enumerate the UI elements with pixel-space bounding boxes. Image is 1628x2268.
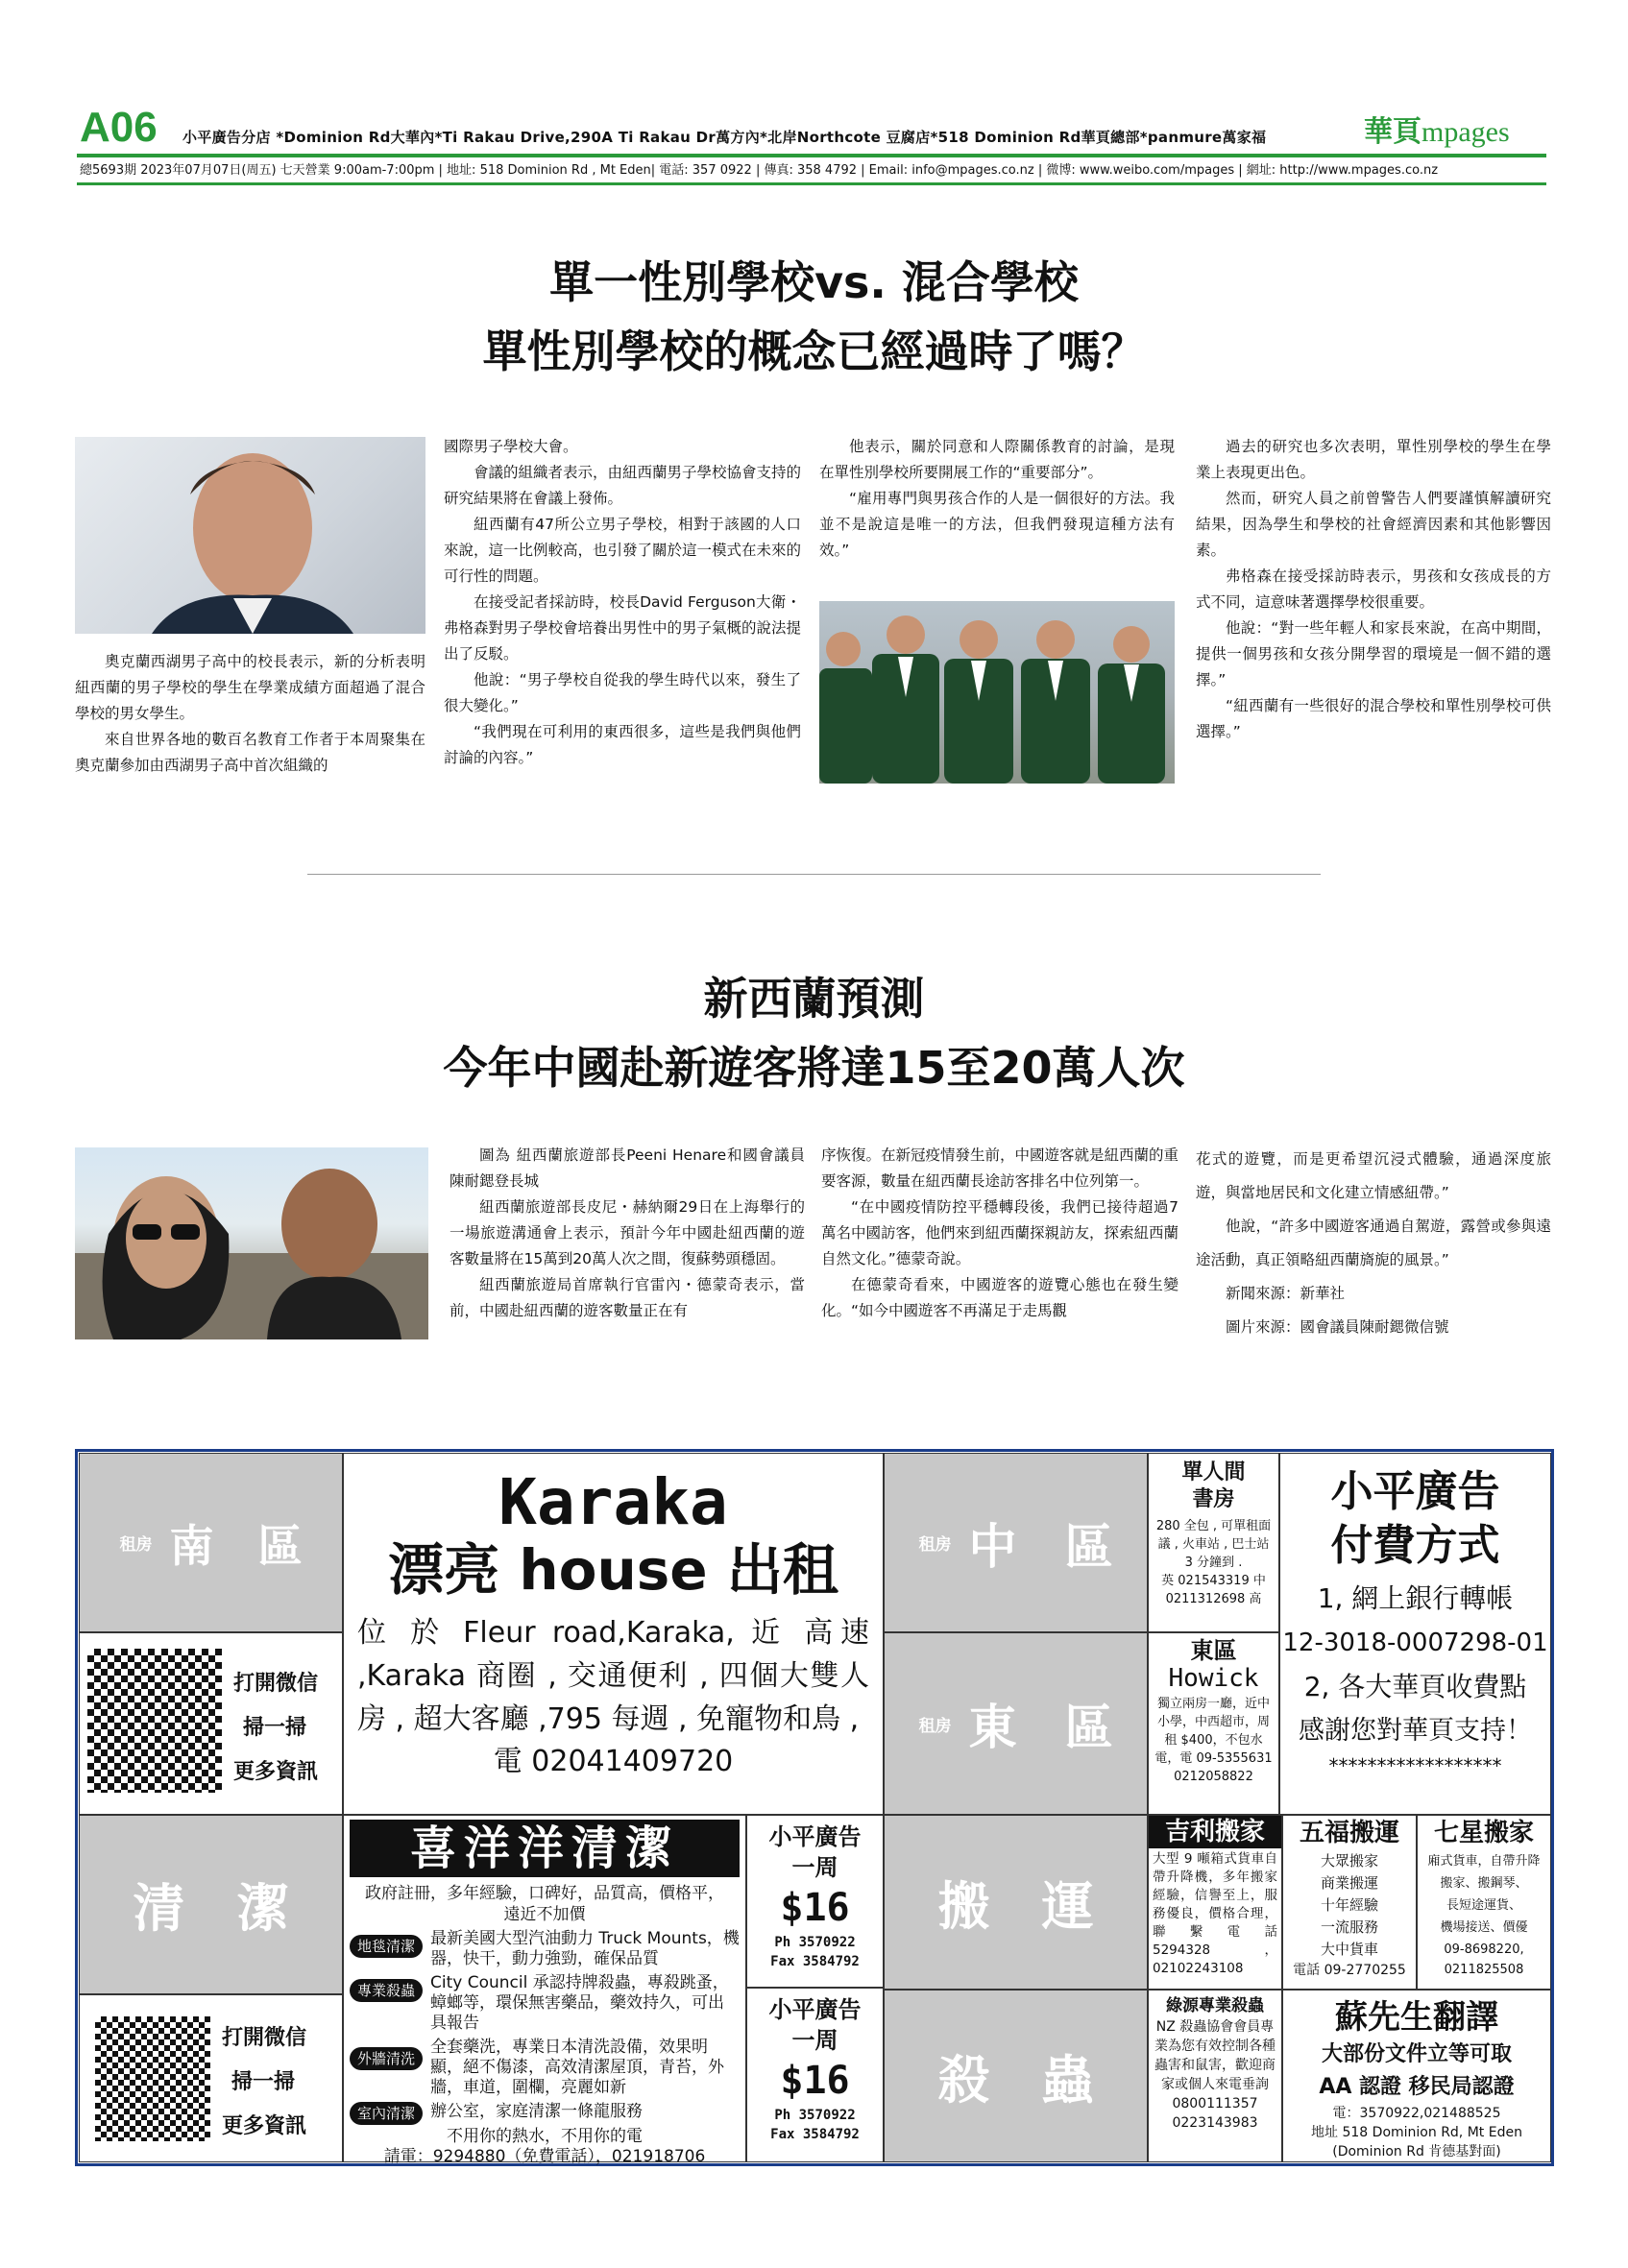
a1c2-p1: 國際男子學校大會。 bbox=[444, 438, 578, 455]
lvyuan-phone1: 0800111357 bbox=[1172, 2096, 1258, 2111]
jili-desc: 大型 9 噸箱式貨車自帶升降機，多年搬家經驗，信譽至上，服務優良，價格合理，聯繫電話 5294328，02102243108 bbox=[1153, 1851, 1277, 1976]
logo-cn: 華頁 bbox=[1364, 116, 1421, 148]
qixing-l1: 廂式貨車，自帶升降 bbox=[1427, 1854, 1541, 1869]
weekly1-ph: Ph 3570922 bbox=[774, 1935, 856, 1950]
qixing-l6: 0211825508 bbox=[1444, 1963, 1524, 1977]
branch-list: 小平廣告分店 *Dominion Rd大華內*Ti Rakau Drive,290A Ti Rakau Dr萬方內*北岸Northcote 豆腐店*518 Dominion Rd華頁總部*panmure萬家福 bbox=[182, 129, 1267, 146]
article2-col2 bbox=[821, 1143, 1178, 1324]
photo-caption: 奧克蘭西湖男子高中的校長表示，新的分析表明紐西蘭的男子學校的學生在學業成績方面超過了混合學校的男女學生。 bbox=[75, 653, 425, 722]
a2c1-p1: 圖為 紐西蘭旅遊部長Peeni Henare和國會議員陳耐鍶登長城 bbox=[450, 1146, 805, 1190]
a2c1-p2: 紐西蘭旅遊部長皮尼・赫納爾29日在上海舉行的一場旅遊溝通會上表示，預計今年中國赴紐西蘭的遊客數量將在15萬到20萬人次之間，復蘇勢頭穩固。 bbox=[450, 1198, 805, 1267]
su-title: 蘇先生翻譯 bbox=[1335, 1998, 1498, 2037]
payment-ad bbox=[1279, 1453, 1551, 1815]
a2c2-p3: 在德蒙奇看來，中國遊客的遊覽心態也在發生變化。“如今中國遊客不再滿足于走馬觀 bbox=[821, 1276, 1178, 1319]
header-rule-bottom bbox=[77, 182, 1546, 185]
qr2-line-1: 打開微信 bbox=[222, 2026, 307, 2050]
article1-col3 bbox=[819, 434, 1175, 564]
xiyang-row-3 bbox=[344, 2036, 745, 2100]
central-label: 中 區 bbox=[968, 1518, 1113, 1575]
east-label: 東 區 bbox=[968, 1700, 1113, 1755]
howick-sub: Howick bbox=[1168, 1664, 1259, 1693]
weekly2-t2: 一周 bbox=[791, 2027, 838, 2054]
weekly-ad-1 bbox=[746, 1815, 884, 1988]
wufu-l3: 十年經驗 bbox=[1320, 1896, 1378, 1914]
a1c2-p5: 他說：“男子學校自從我的學生時代以來，發生了很大變化。” bbox=[444, 671, 801, 714]
xiyang-t5: 不用你的熱水，不用你的電 bbox=[447, 2127, 643, 2146]
single-room-title: 單人間書房 bbox=[1181, 1460, 1246, 1511]
rent-tag-central: 租房 bbox=[918, 1535, 952, 1555]
wufu-l5: 大中貨車 bbox=[1320, 1941, 1378, 1958]
qixing-l2: 搬家、搬鋼琴、 bbox=[1440, 1876, 1528, 1891]
moving-label: 搬 運 bbox=[937, 1875, 1094, 1937]
weekly2-price: $16 bbox=[780, 2059, 850, 2103]
tag-indoor: 室內清潔 bbox=[350, 2102, 423, 2125]
qr2-line-3: 更多資訊 bbox=[222, 2114, 307, 2138]
qixing-l5: 09-8698220, bbox=[1444, 1942, 1524, 1957]
lvyuan-ad bbox=[1148, 1990, 1282, 2162]
a1c2-p6: “我們現在可利用的東西很多，這些是我們與他們討論的內容。” bbox=[444, 723, 801, 766]
minister-photo bbox=[75, 1147, 428, 1339]
su-l2: AA 認證 移民局認證 bbox=[1319, 2075, 1515, 2099]
wufu-title: 五福搬運 bbox=[1299, 1819, 1399, 1847]
a1c2-p4: 在接受記者採訪時，校長David Ferguson大衛・弗格森對男子學校會培養出男性中的男子氣概的說法提出了反駁。 bbox=[444, 593, 802, 663]
central-rental-header bbox=[884, 1453, 1148, 1632]
a2c2-p2: “在中國疫情防控平穩轉段後，我們已接待超過7萬名中國訪客，他們來到紐西蘭探親訪友，探索紐西蘭自然文化。”德蒙奇說。 bbox=[821, 1198, 1179, 1267]
howick-desc: 獨立兩房一廳，近中小學，中西超市，周租 $400，不包水電，電 09-5355631 0212058822 bbox=[1154, 1697, 1273, 1784]
jili-title: 吉利搬家 bbox=[1149, 1816, 1281, 1848]
karaka-sub: 漂亮 house 出租 bbox=[388, 1537, 838, 1603]
xiyang-intro: 政府註冊，多年經驗，口碑好，品質高，價格平，遠近不加價 bbox=[365, 1884, 724, 1924]
header-info: 總5693期 2023年07月07日(周五) 七天營業 9:00am-7:00pm | 地址: 518 Dominion Rd , Mt Eden| 電話: 357 0922 | 傳真: 358 4792 | Email: info@mpages.co.nz | 微博: www.weibo.com/mpages | 網址: http://www.mpages.co.nz bbox=[80, 163, 1439, 178]
qr-line-2: 掃一掃 bbox=[243, 1716, 307, 1740]
payment-title-1: 小平廣告 bbox=[1330, 1467, 1500, 1516]
karaka-title: Karaka bbox=[498, 1465, 728, 1539]
article1-title-2: 單性別學校的概念已經過時了嗎？ bbox=[482, 326, 1146, 377]
howick-ad bbox=[1148, 1632, 1279, 1815]
tag-carpet: 地毯清潔 bbox=[350, 1935, 423, 1958]
a1c3-p1: 他表示，關於同意和人際關係教育的討論，是現在單性別學校所要開展工作的“重要部分”。 bbox=[819, 438, 1175, 481]
qr-block-2 bbox=[79, 1994, 343, 2162]
a1c4-p5: “紐西蘭有一些很好的混合學校和單性別學校可供選擇。” bbox=[1196, 697, 1551, 740]
qixing-l3: 長短途運貨、 bbox=[1446, 1898, 1521, 1913]
a1c3-p2: “雇用專門與男孩合作的人是一個很好的方法。我並不是說這是唯一的方法，但我們發現這種方法有效。” bbox=[819, 490, 1175, 559]
south-rental-header bbox=[79, 1453, 343, 1632]
east-rental-header bbox=[884, 1632, 1148, 1815]
a1c2-p2: 會議的組織者表示，由紐西蘭男子學校協會支持的研究結果將在會議上發佈。 bbox=[444, 464, 802, 507]
article1-col2 bbox=[444, 434, 801, 771]
su-translate-ad bbox=[1282, 1990, 1551, 2162]
mpages-logo bbox=[1364, 108, 1510, 150]
lvyuan-title: 綠源專業殺蟲 bbox=[1166, 1996, 1264, 2015]
lvyuan-desc: NZ 殺蟲協會會員專業為您有效控制各種蟲害和鼠害，歡迎商家或個人來電垂詢 bbox=[1154, 2019, 1276, 2092]
qr-code-2-icon bbox=[95, 2016, 210, 2141]
a1c4-p3: 弗格森在接受採訪時表示，男孩和女孩成長的方式不同，這意味著選擇學校很重要。 bbox=[1196, 567, 1551, 611]
xiyang-t3: 全套藥洗，專業日本清洗設備，效果明顯，絕不傷漆，高效清潔屋頂，青苔，外牆，車道，圍欄，亮麗如新 bbox=[430, 2038, 725, 2097]
rent-tag: 租房 bbox=[119, 1535, 153, 1555]
qr-line-1: 打開微信 bbox=[233, 1672, 319, 1696]
article2-col3 bbox=[1196, 1143, 1551, 1344]
header-rule bbox=[77, 154, 1546, 157]
weekly2-fax: Fax 3584792 bbox=[770, 2127, 860, 2142]
a1c4-p1: 過去的研究也多次表明，單性別學校的學生在學業上表現更出色。 bbox=[1196, 438, 1551, 481]
pest-header bbox=[884, 1990, 1148, 2162]
xiyang-row-2 bbox=[344, 1971, 745, 2036]
xiyang-t1: 最新美國大型汽油動力 Truck Mounts，機器，快干，動力強勁，確保品質 bbox=[430, 1929, 740, 1968]
karaka-ad bbox=[343, 1453, 884, 1815]
su-l4: 地址 518 Dominion Rd, Mt Eden bbox=[1311, 2125, 1522, 2140]
qr2-line-2: 掃一掃 bbox=[231, 2070, 296, 2094]
page-number: A06 bbox=[80, 104, 158, 151]
karaka-desc: 位 於 Fleur road,Karaka, 近 高速 ,Karaka 商圈 , 交通便利 , 四個大雙人房 , 超大客廳 ,795 每週 , 免寵物和鳥 , bbox=[357, 1616, 869, 1736]
a2c3-p4: 圖片來源：國會議員陳耐鍶微信號 bbox=[1226, 1318, 1449, 1336]
students-group-icon bbox=[819, 601, 1175, 784]
qr-block-1 bbox=[79, 1632, 343, 1815]
single-room-ad bbox=[1148, 1453, 1279, 1632]
weekly1-price: $16 bbox=[780, 1886, 850, 1930]
cleaning-header bbox=[79, 1815, 343, 1994]
su-l3: 電：3570922,021488525 bbox=[1332, 2106, 1501, 2121]
principal-portrait-icon bbox=[75, 437, 425, 634]
south-label: 南 區 bbox=[169, 1519, 303, 1572]
pest-label: 殺 蟲 bbox=[937, 2049, 1094, 2111]
single-room-desc: 280 全包 , 可單租面議 , 火車站 , 巴士站 3 分鐘到 . bbox=[1155, 1519, 1272, 1570]
weekly1-fax: Fax 3584792 bbox=[770, 1954, 860, 1969]
weekly2-ph: Ph 3570922 bbox=[774, 2108, 856, 2123]
article2-title-1: 新西蘭預測 bbox=[703, 973, 925, 1025]
payment-title-2: 付費方式 bbox=[1330, 1521, 1500, 1570]
minister-selfie-icon bbox=[75, 1147, 428, 1339]
wufu-l1: 大眾搬家 bbox=[1320, 1852, 1378, 1870]
karaka-phone: 電 02041409720 bbox=[493, 1745, 734, 1778]
qixing-title: 七星搬家 bbox=[1433, 1819, 1534, 1847]
a2c3-p3: 新聞來源：新華社 bbox=[1226, 1285, 1346, 1302]
tag-pest: 專業殺蟲 bbox=[350, 1979, 423, 2002]
a1c4-p2: 然而，研究人員之前曾警告人們要謹慎解讀研究結果，因為學生和學校的社會經濟因素和其他影響因素。 bbox=[1196, 490, 1551, 559]
a2c3-p2: 他說，“許多中國遊客通過自駕遊，露營或參與遠途活動，真正領略紐西蘭旖旎的風景。” bbox=[1196, 1218, 1551, 1268]
a2c2-p1: 序恢復。在新冠疫情發生前，中國遊客就是紐西蘭的重要客源，數量在紐西蘭長途訪客排名中位列第一。 bbox=[821, 1146, 1179, 1190]
su-l1: 大部份文件立等可取 bbox=[1321, 2042, 1512, 2066]
su-l5: (Dominion Rd 肯德基對面) bbox=[1332, 2144, 1501, 2159]
wufu-l2: 商業搬運 bbox=[1320, 1874, 1378, 1892]
payment-line-1: 1, 網上銀行轉帳 bbox=[1317, 1582, 1514, 1614]
a2c3-p1: 花式的遊覽，而是更希望沉浸式體驗，通過深度旅遊，與當地居民和文化建立情感紐帶。” bbox=[1196, 1150, 1551, 1201]
section-divider bbox=[307, 874, 1321, 875]
wufu-l6: 電話 09-2770255 bbox=[1293, 1963, 1406, 1978]
cleaning-label: 清 潔 bbox=[133, 1878, 289, 1939]
article1-title-1: 單一性別學校vs. 混合學校 bbox=[549, 256, 1079, 308]
students-photo bbox=[819, 601, 1175, 784]
qr-text-2 bbox=[222, 2016, 306, 2149]
xiyang-t4: 辦公室，家庭清潔一條龍服務 bbox=[430, 2102, 644, 2121]
wufu-l4: 一流服務 bbox=[1320, 1918, 1378, 1936]
single-room-phone: 英 021543319 中 0211312698 高 bbox=[1161, 1574, 1266, 1606]
tag-wall: 外牆清洗 bbox=[350, 2047, 423, 2070]
weekly1-t2: 一周 bbox=[791, 1854, 838, 1881]
moving-header bbox=[884, 1815, 1148, 1990]
qixing-ad bbox=[1417, 1815, 1551, 1990]
qr-text bbox=[233, 1662, 318, 1795]
payment-line-3: 2, 各大華頁收費點 bbox=[1303, 1671, 1527, 1702]
payment-thanks: 感謝您對華頁支持！ bbox=[1299, 1716, 1532, 1746]
principal-photo bbox=[75, 437, 425, 634]
xiyang-row-4 bbox=[344, 2100, 745, 2127]
article1-col1-p2: 來自世界各地的數百名教育工作者于本周聚集在奧克蘭參加由西湖男子高中首次組織的 bbox=[75, 731, 425, 774]
weekly-ad-2 bbox=[746, 1988, 884, 2162]
qr-code-icon bbox=[87, 1649, 222, 1793]
payment-account: 12-3018-0007298-01 bbox=[1282, 1629, 1548, 1657]
article2-title-2: 今年中國赴新遊客將達15至20萬人次 bbox=[443, 1042, 1185, 1094]
xiyang-row-1 bbox=[344, 1927, 745, 1971]
jili-ad bbox=[1148, 1815, 1282, 1990]
rent-tag-east: 租房 bbox=[918, 1716, 952, 1736]
xiyang-t2: City Council 承認持牌殺蟲，專殺跳蚤，蟑螂等，環保無害藥品，藥效持久，可出具報告 bbox=[430, 1973, 729, 2033]
a1c4-p4: 他說：“對一些年輕人和家長來說，在高中期間，提供一個男孩和女孩分開學習的環境是一個不錯的選擇。” bbox=[1196, 619, 1551, 688]
xiyang-ad bbox=[343, 1815, 746, 2166]
article2-col1 bbox=[450, 1143, 805, 1324]
qr-line-3: 更多資訊 bbox=[233, 1760, 319, 1784]
xiyang-title: 喜洋洋清潔 bbox=[350, 1820, 740, 1877]
weekly2-t1: 小平廣告 bbox=[768, 1996, 862, 2023]
howick-title: 東區 bbox=[1190, 1637, 1237, 1664]
article1-col4 bbox=[1196, 434, 1551, 745]
article1-col1 bbox=[75, 649, 425, 779]
lvyuan-phone2: 0223143983 bbox=[1172, 2115, 1258, 2131]
payment-stars: ****************** bbox=[1328, 1754, 1502, 1777]
qixing-l4: 機場接送、價優 bbox=[1440, 1920, 1528, 1935]
a1c2-p3: 紐西蘭有47所公立男子學校，相對于該國的人口來說，這一比例較高，也引發了關於這一模式在未來的可行性的問題。 bbox=[444, 516, 802, 585]
xiyang-phone: 請電：9294880（免費電話），021918706 bbox=[383, 2147, 706, 2166]
logo-en: mpages bbox=[1421, 116, 1510, 148]
a2c1-p3: 紐西蘭旅遊局首席執行官雷內・德蒙奇表示，當前，中國赴紐西蘭的遊客數量正在有 bbox=[450, 1276, 805, 1319]
wufu-ad bbox=[1282, 1815, 1417, 1990]
weekly1-t1: 小平廣告 bbox=[768, 1823, 862, 1850]
